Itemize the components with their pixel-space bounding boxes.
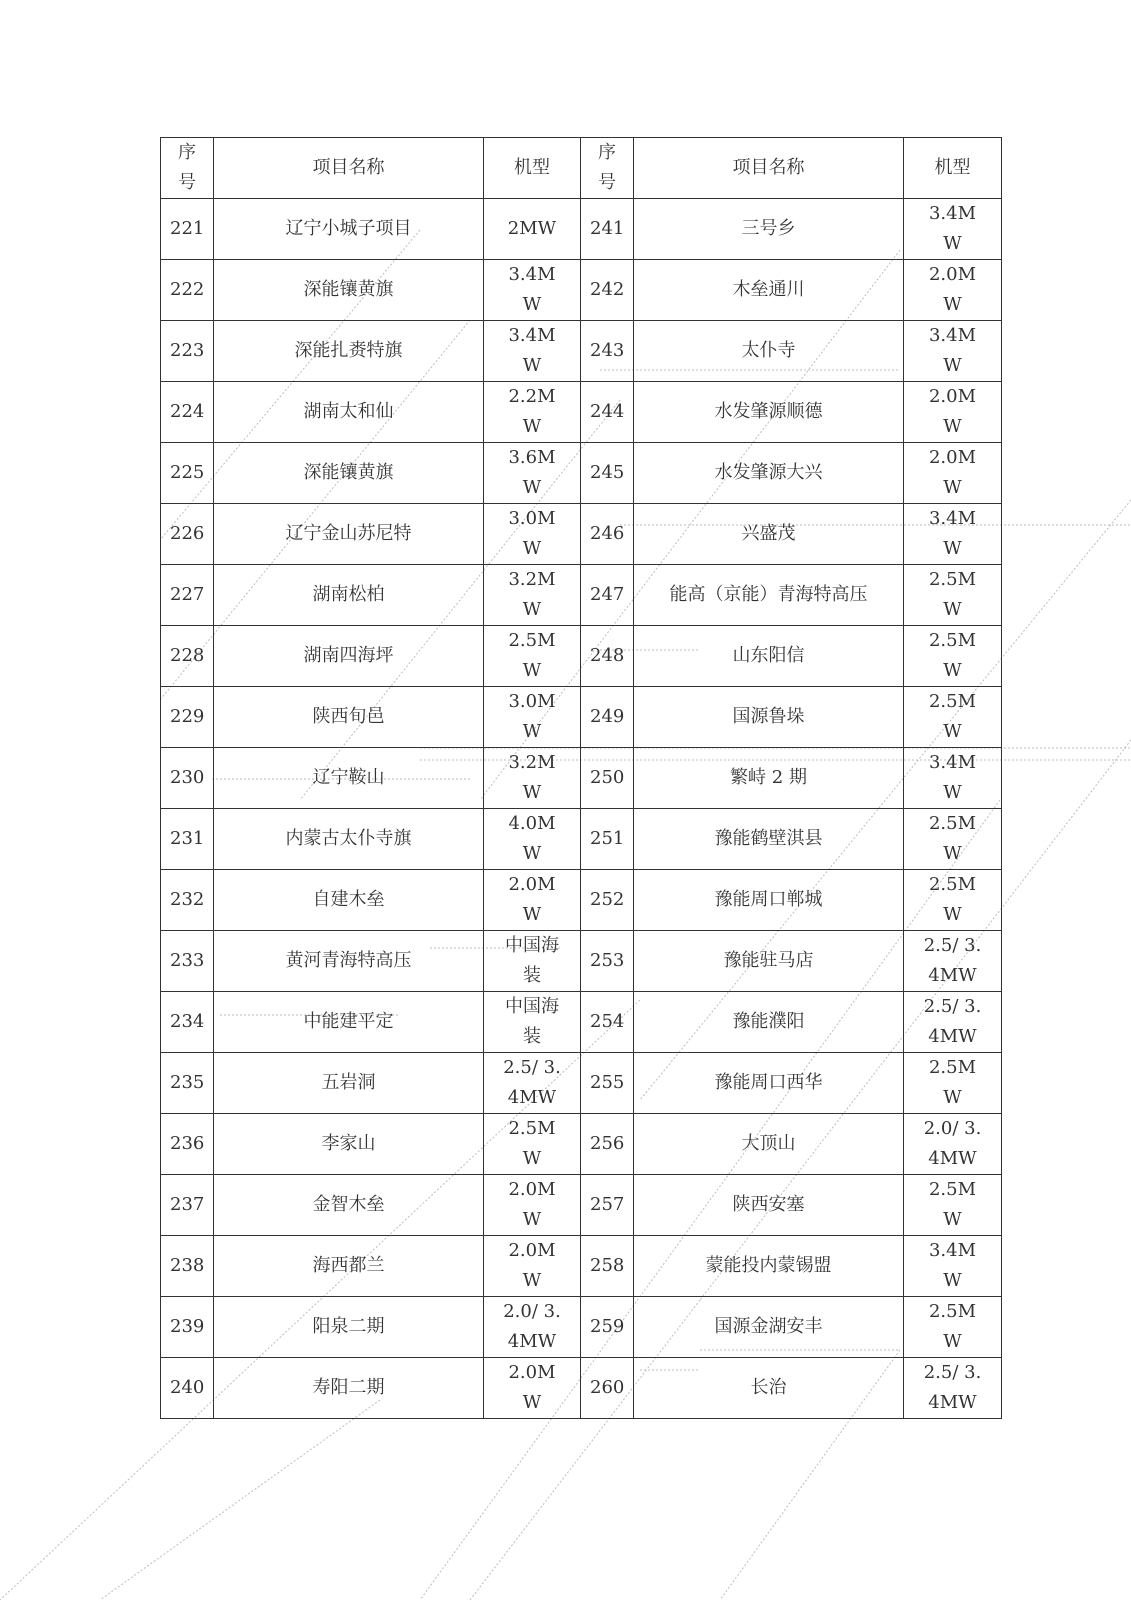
right-name-cell <box>634 1175 904 1236</box>
right-seq-cell-text: 248 <box>590 645 625 666</box>
right-name-cell <box>634 504 904 565</box>
table-row <box>161 748 1002 809</box>
left-name-cell <box>214 1053 484 1114</box>
right-name-cell <box>634 1053 904 1114</box>
left-name-cell-text: 辽宁金山苏尼特 <box>285 523 412 544</box>
left-model-cell <box>484 1175 581 1236</box>
right-model-cell <box>904 1358 1002 1419</box>
table-row <box>161 687 1002 748</box>
right-model-cell-text: 2.5MW <box>928 874 977 925</box>
right-model-cell-text: 2.5MW <box>928 1301 977 1352</box>
right-name-cell-text: 大顶山 <box>741 1133 796 1154</box>
right-name-cell <box>634 1297 904 1358</box>
right-model-cell-text: 3.4MW <box>928 752 977 803</box>
left-name-cell <box>214 504 484 565</box>
table-row <box>161 321 1002 382</box>
left-model-cell-text: 2.5MW <box>508 1118 556 1169</box>
table-row <box>161 1358 1002 1419</box>
left-seq-cell <box>161 1114 214 1175</box>
table-row <box>161 1114 1002 1175</box>
left-seq-cell <box>161 260 214 321</box>
left-seq-cell <box>161 199 214 260</box>
right-seq-cell <box>581 321 634 382</box>
table-row <box>161 260 1002 321</box>
left-seq-cell-text: 229 <box>170 706 205 727</box>
right-model-cell-text: 3.4MW <box>928 1240 977 1291</box>
right-seq-cell-text: 258 <box>590 1255 625 1276</box>
left-name-cell <box>214 321 484 382</box>
left-name-cell-text: 自建木垒 <box>312 889 385 910</box>
right-name-cell <box>634 1114 904 1175</box>
left-seq-cell <box>161 382 214 443</box>
left-model-cell-text: 3.0MW <box>508 691 556 742</box>
left-seq-cell-text: 223 <box>170 340 205 361</box>
table-row <box>161 1297 1002 1358</box>
right-model-cell <box>904 931 1002 992</box>
right-model-cell-text: 2.0MW <box>928 386 977 437</box>
left-name-cell-text: 陕西旬邑 <box>312 706 385 727</box>
left-model-cell <box>484 992 581 1053</box>
table-row <box>161 504 1002 565</box>
right-name-cell-text: 能高（京能）青海特高压 <box>669 584 868 605</box>
table-row <box>161 931 1002 992</box>
right-name-cell <box>634 687 904 748</box>
left-model-cell <box>484 748 581 809</box>
right-name-cell-text: 国源鲁垛 <box>732 706 805 727</box>
left-seq-cell-text: 236 <box>170 1133 205 1154</box>
table-row <box>161 1175 1002 1236</box>
left-model-cell-text: 2.0MW <box>508 874 556 925</box>
left-name-cell-text: 金智木垒 <box>312 1194 385 1215</box>
table-row <box>161 565 1002 626</box>
table-row <box>161 992 1002 1053</box>
right-model-cell <box>904 565 1002 626</box>
left-name-cell-text: 海西都兰 <box>312 1255 385 1276</box>
right-name-cell <box>634 443 904 504</box>
right-model-cell <box>904 870 1002 931</box>
right-model-cell <box>904 1114 1002 1175</box>
left-model-cell-text: 2.0MW <box>508 1179 556 1230</box>
right-seq-cell <box>581 1114 634 1175</box>
right-name-cell <box>634 626 904 687</box>
left-seq-cell <box>161 1297 214 1358</box>
left-seq-cell-text: 231 <box>170 828 205 849</box>
header-name-right: 项目名称 <box>634 138 904 199</box>
left-model-cell <box>484 382 581 443</box>
left-seq-cell-text: 222 <box>170 279 205 300</box>
header-seq-left: 序号 <box>161 138 214 199</box>
right-seq-cell <box>581 1358 634 1419</box>
right-seq-cell <box>581 443 634 504</box>
right-seq-cell-text: 247 <box>590 584 625 605</box>
right-seq-cell-text: 257 <box>590 1194 625 1215</box>
right-model-cell <box>904 1175 1002 1236</box>
header-model-right: 机型 <box>904 138 1002 199</box>
left-seq-cell <box>161 1053 214 1114</box>
right-model-cell <box>904 260 1002 321</box>
right-seq-cell-text: 245 <box>590 462 625 483</box>
right-name-cell-text: 豫能鹤壁淇县 <box>714 828 823 849</box>
right-name-cell-text: 水发肇源顺德 <box>714 401 823 422</box>
right-name-cell <box>634 321 904 382</box>
right-model-cell-text: 2.5MW <box>928 569 977 620</box>
right-seq-cell <box>581 1053 634 1114</box>
right-seq-cell-text: 252 <box>590 889 625 910</box>
right-name-cell-text: 水发肇源大兴 <box>714 462 823 483</box>
left-seq-cell <box>161 931 214 992</box>
left-seq-cell-text: 228 <box>170 645 205 666</box>
left-name-cell-text: 黄河青海特高压 <box>285 950 412 971</box>
left-model-cell-text: 中国海装 <box>505 935 559 986</box>
right-seq-cell <box>581 1236 634 1297</box>
left-model-cell-text: 2MW <box>507 218 557 239</box>
right-seq-cell-text: 254 <box>590 1011 625 1032</box>
right-model-cell-text: 2.0/ 3.4MW <box>923 1118 982 1169</box>
left-seq-cell-text: 238 <box>170 1255 205 1276</box>
right-model-cell-text: 3.4MW <box>928 203 977 254</box>
left-name-cell <box>214 1175 484 1236</box>
right-model-cell-text: 2.5/ 3.4MW <box>923 935 982 986</box>
left-seq-cell <box>161 626 214 687</box>
right-model-cell-text: 2.5/ 3.4MW <box>923 996 982 1047</box>
right-name-cell <box>634 809 904 870</box>
right-seq-cell-text: 260 <box>590 1377 625 1398</box>
table-row <box>161 382 1002 443</box>
right-seq-cell-text: 259 <box>590 1316 625 1337</box>
right-seq-cell-text: 243 <box>590 340 625 361</box>
right-name-cell <box>634 565 904 626</box>
right-seq-cell-text: 242 <box>590 279 625 300</box>
left-model-cell <box>484 199 581 260</box>
right-model-cell <box>904 321 1002 382</box>
left-seq-cell-text: 230 <box>170 767 205 788</box>
left-seq-cell-text: 225 <box>170 462 205 483</box>
left-model-cell <box>484 565 581 626</box>
left-model-cell <box>484 260 581 321</box>
left-seq-cell <box>161 565 214 626</box>
right-name-cell-text: 木垒通川 <box>732 279 805 300</box>
right-seq-cell-text: 249 <box>590 706 625 727</box>
left-name-cell <box>214 687 484 748</box>
left-seq-cell <box>161 992 214 1053</box>
right-model-cell-text: 2.5MW <box>928 1057 977 1108</box>
right-name-cell <box>634 260 904 321</box>
left-model-cell-text: 3.0MW <box>508 508 556 559</box>
left-name-cell <box>214 809 484 870</box>
right-name-cell <box>634 870 904 931</box>
left-model-cell-text: 2.5/ 3.4MW <box>503 1057 561 1108</box>
left-model-cell-text: 2.0MW <box>508 1240 556 1291</box>
left-model-cell <box>484 1236 581 1297</box>
right-model-cell-text: 3.4MW <box>928 325 977 376</box>
right-model-cell <box>904 992 1002 1053</box>
right-seq-cell <box>581 565 634 626</box>
left-seq-cell <box>161 748 214 809</box>
left-name-cell <box>214 1114 484 1175</box>
right-model-cell-text: 2.0MW <box>928 264 977 315</box>
right-model-cell <box>904 626 1002 687</box>
header-name-left: 项目名称 <box>214 138 484 199</box>
right-name-cell-text: 豫能驻马店 <box>723 950 814 971</box>
left-seq-cell-text: 237 <box>170 1194 205 1215</box>
left-name-cell <box>214 382 484 443</box>
left-model-cell <box>484 321 581 382</box>
left-seq-cell-text: 224 <box>170 401 205 422</box>
table-row <box>161 1053 1002 1114</box>
left-seq-cell <box>161 687 214 748</box>
right-model-cell <box>904 1297 1002 1358</box>
left-seq-cell-text: 226 <box>170 523 205 544</box>
left-model-cell-text: 3.2MW <box>508 752 556 803</box>
left-name-cell <box>214 565 484 626</box>
right-name-cell-text: 山东阳信 <box>732 645 805 666</box>
right-model-cell-text: 2.5MW <box>928 630 977 681</box>
left-name-cell <box>214 748 484 809</box>
right-seq-cell-text: 255 <box>590 1072 625 1093</box>
right-seq-cell <box>581 382 634 443</box>
right-seq-cell-text: 250 <box>590 767 625 788</box>
left-name-cell-text: 湖南太和仙 <box>303 401 394 422</box>
right-name-cell-text: 国源金湖安丰 <box>714 1316 823 1337</box>
right-model-cell <box>904 748 1002 809</box>
left-model-cell-text: 2.0MW <box>508 1362 556 1413</box>
left-model-cell-text: 2.5MW <box>508 630 556 681</box>
table-row <box>161 443 1002 504</box>
left-name-cell <box>214 626 484 687</box>
right-seq-cell <box>581 748 634 809</box>
project-table <box>160 137 1002 1419</box>
right-seq-cell <box>581 260 634 321</box>
left-name-cell-text: 阳泉二期 <box>312 1316 385 1337</box>
right-name-cell-text: 繁峙 2 期 <box>730 767 807 788</box>
left-name-cell-text: 深能镶黄旗 <box>303 462 394 483</box>
left-name-cell <box>214 931 484 992</box>
right-seq-cell <box>581 1175 634 1236</box>
left-model-cell <box>484 809 581 870</box>
right-model-cell <box>904 1053 1002 1114</box>
left-model-cell-text: 3.2MW <box>508 569 556 620</box>
right-name-cell-text: 豫能濮阳 <box>732 1011 805 1032</box>
right-seq-cell <box>581 931 634 992</box>
left-name-cell-text: 湖南松柏 <box>312 584 385 605</box>
right-name-cell-text: 豫能周口西华 <box>714 1072 823 1093</box>
left-seq-cell-text: 233 <box>170 950 205 971</box>
table-row <box>161 626 1002 687</box>
left-seq-cell <box>161 504 214 565</box>
left-model-cell-text: 4.0MW <box>508 813 556 864</box>
left-model-cell <box>484 1114 581 1175</box>
left-name-cell-text: 五岩洞 <box>321 1072 376 1093</box>
left-name-cell-text: 深能镶黄旗 <box>303 279 394 300</box>
left-model-cell-text: 2.2MW <box>508 386 556 437</box>
right-name-cell-text: 豫能周口郸城 <box>714 889 823 910</box>
right-name-cell <box>634 1358 904 1419</box>
right-name-cell-text: 三号乡 <box>741 218 796 239</box>
table-row <box>161 1236 1002 1297</box>
left-name-cell <box>214 992 484 1053</box>
table-body <box>161 199 1002 1419</box>
left-model-cell <box>484 1358 581 1419</box>
right-name-cell <box>634 748 904 809</box>
left-name-cell-text: 辽宁小城子项目 <box>285 218 412 239</box>
left-name-cell-text: 内蒙古太仆寺旗 <box>285 828 412 849</box>
right-model-cell-text: 2.5MW <box>928 691 977 742</box>
left-model-cell-text: 3.4MW <box>508 325 556 376</box>
left-seq-cell <box>161 443 214 504</box>
right-model-cell-text: 2.0MW <box>928 447 977 498</box>
right-model-cell <box>904 687 1002 748</box>
right-model-cell <box>904 504 1002 565</box>
right-model-cell-text: 2.5MW <box>928 813 977 864</box>
left-model-cell-text: 3.4MW <box>508 264 556 315</box>
right-name-cell-text: 蒙能投内蒙锡盟 <box>705 1255 832 1276</box>
left-name-cell <box>214 1236 484 1297</box>
left-model-cell-text: 2.0/ 3.4MW <box>503 1301 561 1352</box>
right-model-cell-text: 2.5/ 3.4MW <box>923 1362 982 1413</box>
right-seq-cell-text: 244 <box>590 401 625 422</box>
right-seq-cell <box>581 504 634 565</box>
table-header-row <box>161 138 1002 199</box>
right-name-cell-text: 长治 <box>750 1377 787 1398</box>
right-name-cell-text: 兴盛茂 <box>741 523 796 544</box>
right-seq-cell <box>581 809 634 870</box>
left-model-cell <box>484 1053 581 1114</box>
left-seq-cell-text: 240 <box>170 1377 205 1398</box>
table-row <box>161 199 1002 260</box>
right-model-cell <box>904 443 1002 504</box>
left-model-cell <box>484 626 581 687</box>
right-name-cell-text: 陕西安塞 <box>732 1194 805 1215</box>
left-name-cell <box>214 870 484 931</box>
left-seq-cell-text: 235 <box>170 1072 205 1093</box>
table-row <box>161 809 1002 870</box>
left-model-cell-text: 3.6MW <box>508 447 556 498</box>
left-model-cell <box>484 1297 581 1358</box>
left-model-cell <box>484 443 581 504</box>
left-name-cell <box>214 1297 484 1358</box>
right-name-cell <box>634 931 904 992</box>
right-model-cell-text: 2.5MW <box>928 1179 977 1230</box>
right-name-cell <box>634 992 904 1053</box>
right-model-cell <box>904 382 1002 443</box>
left-seq-cell-text: 221 <box>170 218 205 239</box>
right-seq-cell-text: 256 <box>590 1133 625 1154</box>
right-seq-cell <box>581 870 634 931</box>
left-model-cell <box>484 504 581 565</box>
left-name-cell-text: 辽宁鞍山 <box>312 767 385 788</box>
left-seq-cell-text: 227 <box>170 584 205 605</box>
left-seq-cell <box>161 809 214 870</box>
left-seq-cell <box>161 321 214 382</box>
right-model-cell-text: 3.4MW <box>928 508 977 559</box>
right-seq-cell-text: 251 <box>590 828 625 849</box>
left-model-cell-text: 中国海装 <box>505 996 559 1047</box>
left-name-cell-text: 寿阳二期 <box>312 1377 385 1398</box>
left-seq-cell <box>161 870 214 931</box>
right-model-cell <box>904 199 1002 260</box>
right-seq-cell <box>581 992 634 1053</box>
left-name-cell <box>214 443 484 504</box>
left-name-cell-text: 中能建平定 <box>303 1011 394 1032</box>
left-seq-cell-text: 239 <box>170 1316 205 1337</box>
right-seq-cell-text: 253 <box>590 950 625 971</box>
left-name-cell <box>214 260 484 321</box>
right-seq-cell <box>581 687 634 748</box>
left-name-cell-text: 李家山 <box>321 1133 376 1154</box>
left-name-cell-text: 深能扎赉特旗 <box>294 340 403 361</box>
header-seq-right: 序号 <box>581 138 634 199</box>
left-seq-cell <box>161 1358 214 1419</box>
left-model-cell <box>484 687 581 748</box>
left-seq-cell <box>161 1175 214 1236</box>
table-row <box>161 870 1002 931</box>
left-model-cell <box>484 870 581 931</box>
right-model-cell <box>904 1236 1002 1297</box>
left-seq-cell <box>161 1236 214 1297</box>
right-seq-cell <box>581 199 634 260</box>
left-model-cell <box>484 931 581 992</box>
header-model-left: 机型 <box>484 138 581 199</box>
right-name-cell-text: 太仆寺 <box>741 340 796 361</box>
left-name-cell-text: 湖南四海坪 <box>303 645 394 666</box>
left-seq-cell-text: 234 <box>170 1011 205 1032</box>
right-seq-cell-text: 241 <box>590 218 625 239</box>
right-name-cell <box>634 1236 904 1297</box>
right-seq-cell-text: 246 <box>590 523 625 544</box>
right-model-cell <box>904 809 1002 870</box>
left-seq-cell-text: 232 <box>170 889 205 910</box>
left-name-cell <box>214 1358 484 1419</box>
left-name-cell <box>214 199 484 260</box>
right-name-cell <box>634 199 904 260</box>
right-seq-cell <box>581 1297 634 1358</box>
right-name-cell <box>634 382 904 443</box>
right-seq-cell <box>581 626 634 687</box>
